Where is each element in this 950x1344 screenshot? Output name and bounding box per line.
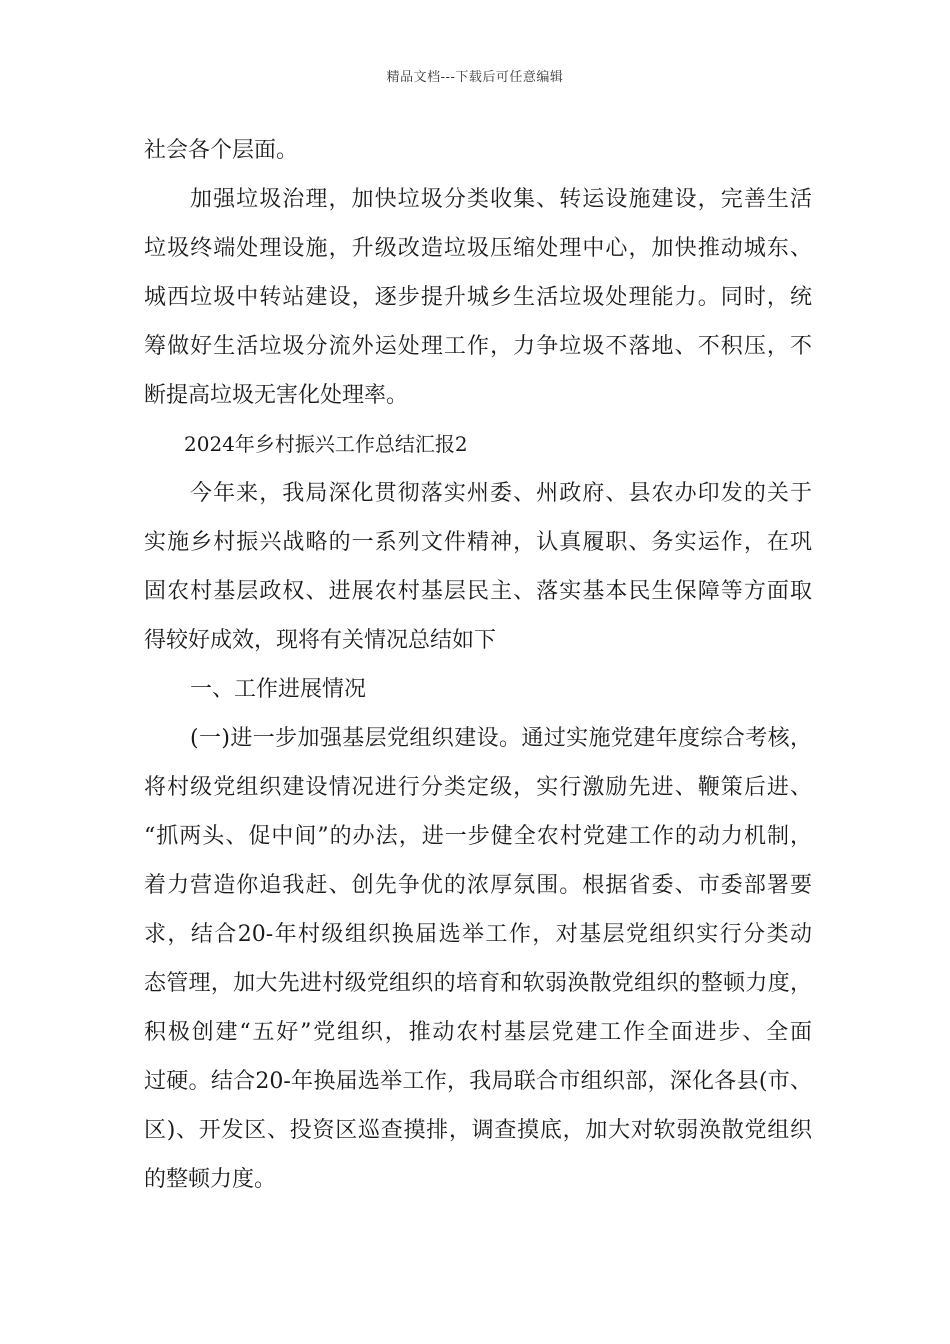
body-line: 区)、开发区、投资区巡查摸排，调查摸底，加大对软弱涣散党组织 (144, 1118, 812, 1143)
body-line: 固农村基层政权、进展农村基层民主、落实基本民生保障等方面取 (144, 579, 812, 604)
body-line: 积极创建“五好”党组织，推动农村基层党建工作全面进步、全面 (144, 1020, 812, 1045)
body-line: 求，结合20-年村级组织换届选举工作，对基层党组织实行分类动 (144, 922, 812, 947)
body-line: 过硬。结合20-年换届选举工作，我局联合市组织部，深化各县(市、 (144, 1069, 812, 1094)
body-line: 筹做好生活垃圾分流外运处理工作，力争垃圾不落地、不积压，不 (144, 334, 812, 359)
section-heading: 2024年乡村振兴工作总结汇报2 (184, 432, 468, 456)
body-line: 断提高垃圾无害化处理率。 (144, 383, 409, 408)
body-line: 加强垃圾治理，加快垃圾分类收集、转运设施建设，完善生活 (190, 187, 812, 212)
body-line: 将村级党组织建设情况进行分类定级，实行激励先进、鞭策后进、 (144, 775, 812, 800)
body-line: 城西垃圾中转站建设，逐步提升城乡生活垃圾处理能力。同时，统 (144, 285, 812, 310)
body-line: 今年来，我局深化贯彻落实州委、州政府、县农办印发的关于 (190, 481, 812, 506)
body-line: “抓两头、促中间”的办法，进一步健全农村党建工作的动力机制， (144, 824, 812, 849)
section-heading: 一、工作进展情况 (190, 677, 367, 702)
body-line: 得较好成效，现将有关情况总结如下 (144, 628, 497, 653)
body-line: (一)进一步加强基层党组织建设。通过实施党建年度综合考核， (190, 726, 812, 751)
body-line: 的整顿力度。 (144, 1167, 277, 1192)
body-line: 着力营造你追我赶、创先争优的浓厚氛围。根据省委、市委部署要 (144, 873, 812, 898)
body-line: 垃圾终端处理设施，升级改造垃圾压缩处理中心，加快推动城东、 (144, 236, 812, 261)
body-line: 社会各个层面。 (144, 138, 299, 163)
body-line: 态管理，加大先进村级党组织的培育和软弱涣散党组织的整顿力度， (144, 971, 812, 996)
body-line: 实施乡村振兴战略的一系列文件精神，认真履职、务实运作，在巩 (144, 530, 812, 555)
page-header: 精品文档---下载后可任意编辑 (386, 70, 564, 85)
document-body (144, 126, 812, 1204)
